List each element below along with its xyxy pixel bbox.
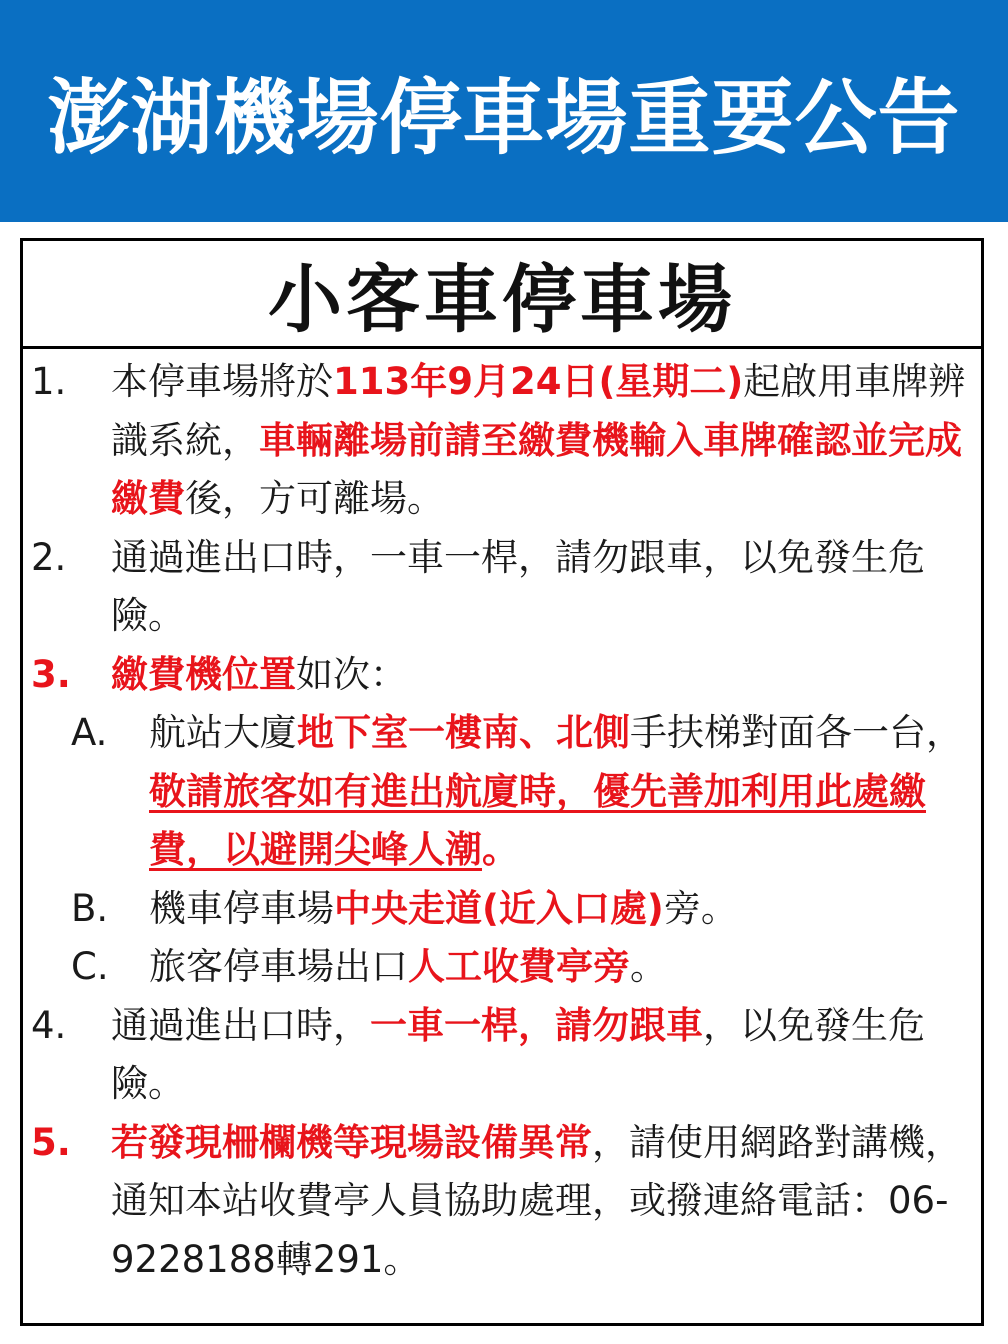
panel-title-row [23,241,981,349]
notice-panel [20,238,984,1326]
list-item-3 [31,646,971,705]
item-text: 繳費機位置如次： [111,652,407,696]
list-item-2 [31,529,971,646]
item-number: 5. [31,1120,71,1164]
sub-item-letter: C. [71,945,109,988]
sub-item-c [31,938,971,997]
list-item-1 [31,353,971,529]
header-banner [0,0,1008,222]
item-number: 2. [31,535,67,579]
sub-item-letter: B. [71,886,109,930]
panel-title: 小客車停車場 [268,256,736,343]
sub-item-b [31,880,971,939]
notice-list [23,349,981,1289]
list-item-4 [31,997,971,1114]
sub-item-letter: A. [71,711,108,754]
sub-item-text: 旅客停車場出口人工收費亭旁。 [149,945,667,988]
sub-item-text: 機車停車場中央走道(近入口處)旁。 [149,886,738,930]
item-text: 本停車場將於113年9月24日(星期二)起啟用車牌辨識系統，車輛離場前請至繳費機輸入車牌確認並完成繳費後，方可離場。 [111,360,966,520]
item-text: 通過進出口時，一車一桿，請勿跟車，以免發生危險。 [111,1003,925,1105]
page-title: 澎湖機場停車場重要公告 [47,70,961,166]
item-number: 4. [31,1003,67,1047]
sub-item-text: 航站大廈地下室一樓南、北側手扶梯對面各一台，敬請旅客如有進出航廈時，優先善加利用此處繳費，以避開尖峰人潮。 [149,711,963,871]
item-text: 通過進出口時，一車一桿，請勿跟車，以免發生危險。 [111,535,925,637]
item-number: 1. [31,360,67,403]
item-number: 3. [31,652,71,696]
item-text: 若發現柵欄機等現場設備異常，請使用網路對講機，通知本站收費亭人員協助處理，或撥連絡電話：06-9228188轉291。 [111,1120,962,1281]
sub-item-a [31,704,971,880]
list-item-5 [31,1114,971,1290]
